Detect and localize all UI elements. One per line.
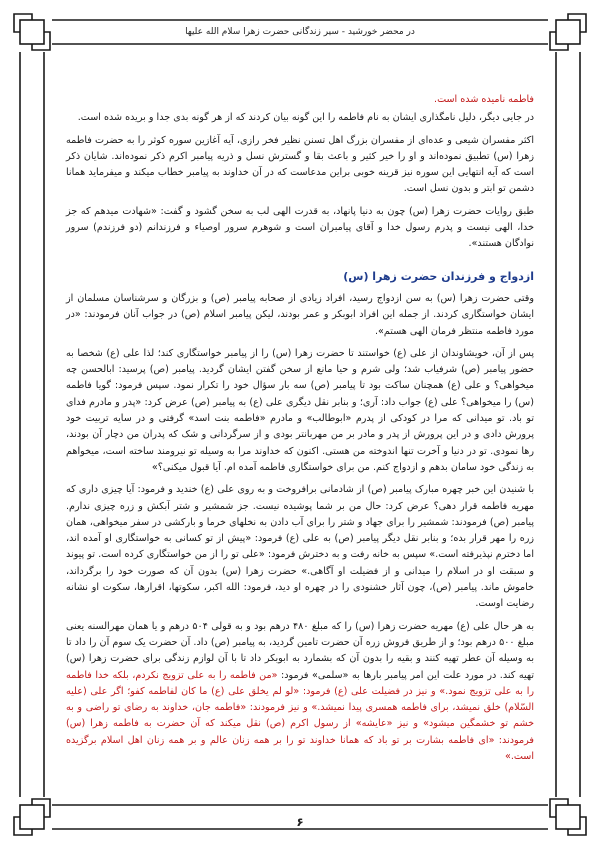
paragraph-intro-fragment: فاطمه نامیده شده است. (434, 94, 534, 105)
paragraph-ali-proposal: پس از آن، خویشاوندان از علی (ع) خواستند تا حضرت زهرا (س) را از پیامبر خواستگاری کند؛ لذا علی (ع) شخصا به حضور پیامبر (ص) شرفیاب شد؛ ولی شرم و حیا مانع از سخن گفتن ایشان گردید. پیامبر (ص) پرسید: ابالحسن چه میخواهی؟ و علی (ع) همچنان ساکت بود تا پیامبر (ص) سه بار سؤال خود را تکرار نمود. سپس فرمود: گویا فاطمه (س) را میخواهی؟ علی (ع) جواب داد: آری؛ و بنابر نقل دیگری علی (ع) به پیامبر (ص) عرض کرد: «پدر و مادرم فدای تو باد. تو میدانی که مرا در کودکی از پدرم «ابوطالب» و مادرم «فاطمه بنت اسد» گرفتی و در سایه تربیت خود پرورش دادی و در این پرورش از پدر و مادر بر من مهربانتر بودی و از سرگردانی و شک که پدران من دچار آن بودند، رها نمودی. تو در دنیا و آخرت تنها اندوخته من هستی. اکنون که خداوند مرا به وسیله تو نیرومند ساخته است، میخواهم به زندگی خود سامان بدهم و ازدواج کنم. من برای خواستگاری فاطمه آمده ام. آیا قبول میکنی؟» (66, 347, 534, 473)
paragraph-proposals: وقتی حضرت زهرا (س) به سن ازدواج رسید، افراد زیادی از صحابه پیامبر (ص) و بزرگان و سرشناسان مسلمان از ایشان خواستگاری کردند. از جمله این افراد ابوبکر و عمر بودند، لیکن پیامبر اسلام (ص) در جواب آنان فرمودند: «در مورد فاطمه منتظر فرمان الهی هستم». (66, 292, 534, 337)
paragraph-prophet-response: با شنیدن این خبر چهره مبارک پیامبر (ص) از شادمانی برافروخت و به روی علی (ع) خندید و فرمود: آیا چیزی داری که مهریه فاطمه قرار دهی؟ عرض کرد: حال من بر شما پوشیده نیست. جز شمشیر و شتر آبکش و زره چیزی ندارم. پیامبر (ص) فرمودند: شمشیر را برای جهاد و شتر را برای آب دادن به نخلهای خرما و بارکشی در سفر میخواهی، همان زره را مهر قرار بده؛ و بنابر نقل دیگر پیامبر (ص) به علی (ع) فرمود: «پیش از تو کسانی به خواستگاری او آمده اند، اما دخترم نپذیرفته است.» سپس به خانه رفت و به دخترش فرمود: «علی تو را از من خواستگاری کرده است. تو پیوند و سبقت او در اسلام را میدانی و از فضیلت او آگاهی.» حضرت زهرا (س) بدون آن که صورت خود را برگرداند، خاموش ماند. پیامبر (ص)، چون آثار خشنودی را در چهره او دید، فرمود: الله اکبر، سکوتها، اقرارها، سکوت او نشانه رضایت اوست. (66, 484, 534, 610)
paragraph-dowry (66, 619, 534, 766)
running-header: در محضر خورشید - سیر زندگانی حضرت زهرا سلام الله علیها (185, 27, 415, 37)
paragraph-naming-reason: در جایی دیگر، دلیل نامگذاری ایشان به نام فاطمه را این گونه بیان کردند که از هر گونه بدی جدا و بریده شده است. (77, 112, 534, 124)
paragraph-kawthar: اکثر مفسران شیعی و عده‌ای از مفسران بزرگ اهل تسنن نظیر فخر رازی، آیه آغازین سوره کوثر را به حضرت فاطمه زهرا (س) تطبیق نموده‌اند و او را خیر کثیر و باعث بقا و گسترش نسل و ذریه پیامبر اکرم ذکر نموده‌اند. شایان ذکر است که آیه انتهایی این سوره نیز قرینه خوبی براین مدعاست که در آن خداوند به پیامبر خطاب میکند و میفرماید همانا دشمن تو ابتر و بدون نسل است. (66, 134, 534, 195)
dowry-text: به هر حال علی (ع) مهریه حضرت زهرا (س) را که مبلغ ۴۸۰ درهم بود و به قولی ۵۰۴ درهم و یا همان مهرالسنه یعنی مبلغ ۵۰۰ درهم بود؛ و از طریق فروش زره آن حضرت تامین گردید، به پیامبر (ص) داد. آن حضرت یک سوم آن را داد تا به وسیله آن عطر تهیه کنند و بقیه را بدون آن که بشمارد به ابوبکر داد تا با آن لوازم زندگی برای حضرت زهرا (س) تهیه کند. در مورد علت این امر پیامبر بارها به «سلمی» فرمود: (66, 620, 534, 681)
hadith-quotes: «من فاطمه را به علی تزویج نکردم، بلکه خدا فاطمه را به علی تزویج نمود.» و نیز در فضیلت علی (ع) فرمود: «لو لم یخلق علی (ع) ما کان لفاطمه کفو؛ اگر علی (علیه السّلام) خلق نمیشد، برای فاطمه همسری پیدا نمیشد.» و نیز فرمودند: «فاطمه جان، خداوند به رضای تو راضی و به خشم تو خشمگین میشود» و نیز «عایشه» از رسول اکرم (ص) نقل میکند که آن حضرت به فاطمه زهرا (س) فرمودند: «ای فاطمه بشارت بر تو باد که همانا خداوند تو را بر همه زنان عالم و بر همه زنان اهل اسلام برگزیده است.» (66, 669, 534, 762)
paragraph-birth-testimony: طبق روایات حضرت زهرا (س) چون به دنیا پانهاد، به قدرت الهی لب به سخن گشود و گفت: «شهادت میدهم که جز خدا، الهی نیست و پدرم رسول خدا و آقای پیامبران است و شوهرم سرور اوصیاء و فرزندانم (دو فرزندم) سرور نوادگان هستند». (66, 205, 534, 250)
section-heading: ازدواج و فرزندان حضرت زهرا (س) (343, 269, 534, 283)
corner-ornament-top-right (550, 14, 586, 50)
corner-ornament-top-left (14, 14, 50, 50)
page-body (66, 92, 534, 771)
page-number: ۶ (296, 815, 304, 829)
